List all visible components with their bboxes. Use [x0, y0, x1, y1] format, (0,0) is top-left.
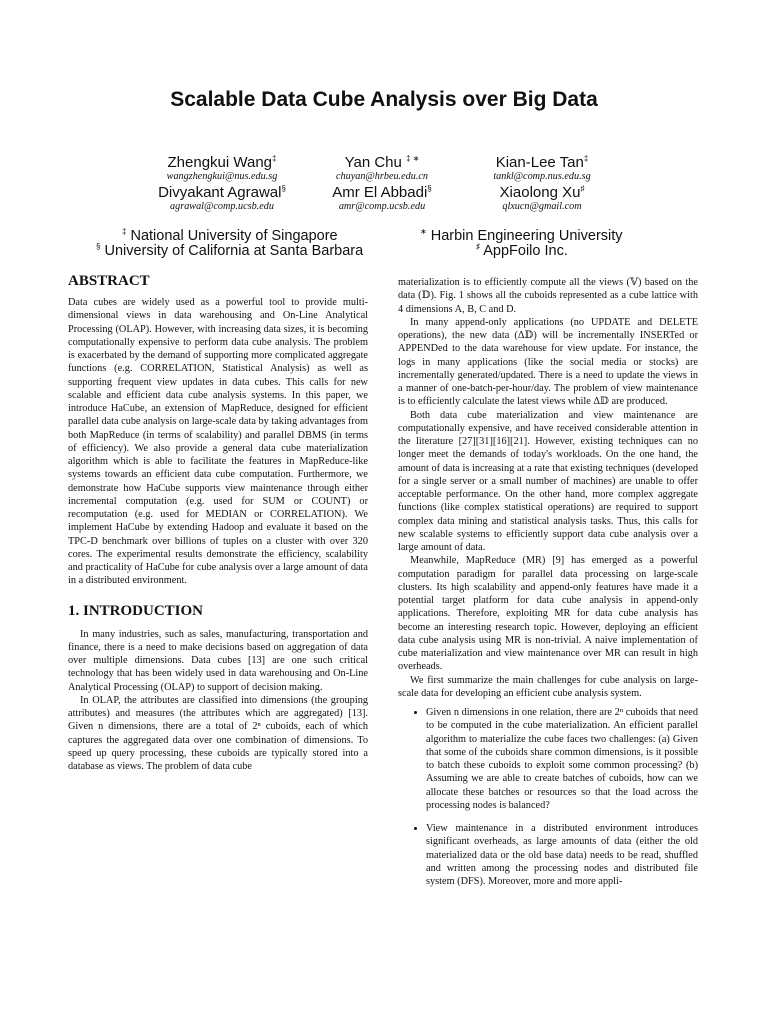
author-email: agrawal@comp.ucsb.edu — [170, 201, 274, 212]
author-mark: ‡ ∗ — [406, 154, 420, 163]
body-paragraph: materialization is to efficiently compute all the views (𝕍) based on the data (𝔻). Fig. 1 shows all the cuboids represented as a cube lattice with 4 dimensions A, B, C and D. — [398, 277, 698, 315]
author-name: Xiaolong Xu — [499, 184, 581, 201]
intro-heading: 1. INTRODUCTION — [68, 602, 204, 619]
author-mark: § — [281, 184, 286, 193]
author-block — [427, 180, 657, 213]
author-block — [427, 150, 657, 183]
author-mark: ‡ — [272, 154, 277, 163]
affiliation-name: AppFoilo Inc. — [483, 242, 568, 259]
affiliation-mark: ‡ — [122, 227, 127, 236]
author-mark: ♯ — [580, 184, 585, 193]
body-paragraph: Meanwhile, MapReduce (MR) [9] has emerged as a powerful computation paradigm for parallel data processing on large-scale clusters. Its high scalability and append-only features have made it a potential target platform for data cube analysis in append-only applications. Therefore, exploiting MR for data cube analysis has become an interesting research topic. However, deploying an efficient data cube analysis using MR is non-trivial. A naive implementation of cube materialization and view maintenance over MR can result in high overheads. — [398, 555, 698, 673]
paper-title: Scalable Data Cube Analysis over Big Data — [170, 88, 598, 111]
author-name: Yan Chu — [344, 154, 402, 171]
author-name: Divyakant Agrawal — [158, 184, 282, 201]
list-item: • Given n dimensions in one relation, there are 2ⁿ cuboids that need to be computed in the cube materialization. An efficient parallel algorithm to materialize the cube faces two challenges: (a) Given that some of the cuboids share common dimensions, is it possible to batch these cuboids to exploit some common processing? (b) Assuming we are able to create batches of cuboids, how can we allocate these batches or resources so that the load across the processing nodes is balanced? — [426, 706, 698, 812]
author-email: amr@comp.ucsb.edu — [338, 201, 426, 212]
intro-paragraph: In OLAP, the attributes are classified into dimensions (the grouping attributes) and measures (the attributes which are aggregated) [13]. Given n dimensions, there are a total of 2ⁿ cuboids, each of which captures the aggregated data over one combination of dimensions. To speed up query processing, these cuboids are typically stored into a database as views. The problem of data cube — [68, 694, 368, 772]
intro-paragraph: In many industries, such as sales, manufacturing, transportation and finance, there is a need to make decisions based on aggregation of data over multiple dimensions. Data cubes [13] are one such critical technology that has been widely used in data warehousing and On-Line Analytical Processing (OLAP) to support of decision making. — [68, 628, 368, 693]
affiliation-name: National University of Singapore — [130, 227, 338, 244]
author-email: tankl@comp.nus.edu.sg — [493, 171, 591, 182]
author-email: qlxucn@gmail.com — [502, 201, 582, 212]
left-column — [68, 272, 368, 773]
affiliation-mark: ♯ — [476, 242, 480, 251]
affiliation-mark: ∗ — [420, 227, 427, 236]
abstract-heading: ABSTRACT — [68, 273, 150, 289]
affiliation-appfoilo — [476, 239, 568, 259]
author-name: Amr El Abbadi — [332, 184, 428, 201]
affiliation-name: Harbin Engineering University — [430, 227, 623, 244]
affiliation-name: University of California at Santa Barbara — [104, 242, 364, 259]
author-email: chuyan@hrbeu.edu.cn — [336, 171, 428, 182]
author-email: wangzhengkui@nus.edu.sg — [166, 171, 278, 182]
body-paragraph: In many append-only applications (no UPDATE and DELETE operations), the new data (Δ𝔻) will be incrementally INSERTed or APPENDed to the data warehouse for view update. For instance, the logs in many applications (like the social media or stocks) are incrementally generated/updated. There is a need to update the views in a manner of one-batch-per-hour/day. The problem of view maintenance is to efficiently calculate the latest views while Δ𝔻 are produced. — [398, 316, 698, 408]
challenge-list — [398, 706, 698, 888]
list-item: • View maintenance in a distributed environment introduces significant overheads, as large amounts of data (either the old materialized data or the old base data) needs to be read, shuffled and written among the processing nodes and distributed file system (DFS). Moreover, more and more appli- — [426, 822, 698, 888]
affiliation-mark: § — [96, 242, 101, 251]
author-mark: ‡ — [583, 154, 589, 163]
right-column — [398, 276, 698, 898]
affiliation-ucsb — [96, 239, 363, 259]
body-paragraph: We first summarize the main challenges for cube analysis on large-scale data for developing an efficient cube analysis system. — [398, 674, 698, 699]
body-paragraph: Both data cube materialization and view maintenance are computationally expensive, and have received considerable attention in the literature [27][31][16][21]. However, existing techniques can no longer meet the demands of today's workloads. On the one hand, the amount of data is increasing at a rate that existing techniques (developed for a single server or a small number of machines) are unable to offer acceptable performance. On the other hand, more complex aggregate functions (like complex statistical operations) are required to support complex data mining and statistical analysis tasks. Thus, this calls for new scalable systems to efficiently support data cube analysis over a large amount of data. — [398, 409, 698, 553]
author-name: Zhengkui Wang — [167, 154, 273, 171]
author-mark: § — [427, 184, 432, 193]
abstract-text: Data cubes are widely used as a powerful tool to provide multi-dimensional views in data warehousing and On-Line Analytical Processing (OLAP). However, with increasing data sizes, it is becoming computationally expensive to perform data cube analysis. The problem is exacerbated by the demand of supporting more complicated aggregate functions (e.g. CORRELATION, Statistical Analysis) as well as supporting frequent view updates in data cubes. This calls for new scalable and efficient data cube analysis systems. In this paper, we introduce HaCube, an extension of MapReduce, designed for efficient parallel data cube analysis on large-scale data by taking advantages from both MapReduce (in terms of scalability) and parallel DBMS (in terms of efficiency). We also provide a general data cube materialization algorithm which is able to facilitate the features in MapReduce-like systems towards an efficient data cube computation. Furthermore, we demonstrate how HaCube supports view maintenance through either incremental computation (e.g. used for SUM or COUNT) or recomputation (e.g. used for MEDIAN or CORRELATION). We implement HaCube by extending Hadoop and evaluate it based on the TPC-D benchmark over billions of tuples on a cluster with over 320 cores. The experimental results demonstrate the efficiency, scalability and practicality of HaCube for cube analysis over a large amount of data in a distributed environment. — [68, 297, 369, 587]
author-name: Kian-Lee Tan — [495, 154, 584, 171]
